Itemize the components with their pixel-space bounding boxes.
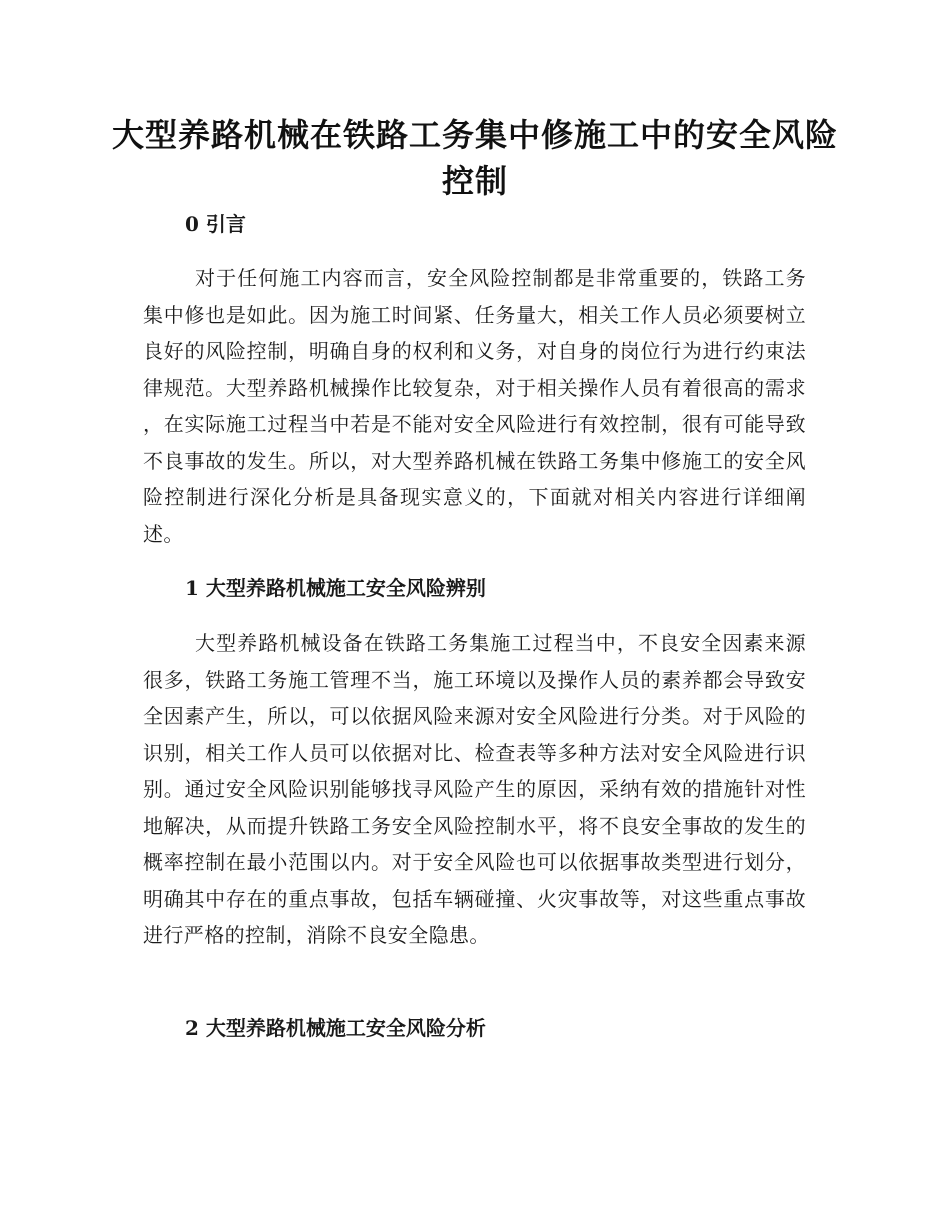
document-title: 大型养路机械在铁路工务集中修施工中的安全风险控制 [111,116,838,200]
section-heading-risk-identification: 1 大型养路机械施工安全风险辨别 [185,576,486,600]
section-heading-introduction: 0 引言 [185,212,246,236]
section-paragraph-risk-identification: 大型养路机械设备在铁路工务集施工过程当中，不良安全因素来源很多，铁路工务施工管理不当，施工环境以及操作人员的素养都会导致安全因素产生，所以，可以依据风险来源对安全风险进行分类。对于风险的识别，相关工作人员可以依据对比、检查表等多种方法对安全风险进行识别。通过安全风险识别能够找寻风险产生的原因，采纳有效的措施针对性地解决，从而提升铁路工务安全风险控制水平，将不良安全事故的发生的概率控制在最小范围以内。对于安全风险也可以依据事故类型进行划分，明确其中存在的重点事故，包括车辆碰撞、火灾事故等，对这些重点事故进行严格的控制，消除不良安全隐患。 [143,631,806,947]
section-heading-risk-analysis: 2 大型养路机械施工安全风险分析 [185,1016,486,1040]
section-paragraph-introduction: 对于任何施工内容而言，安全风险控制都是非常重要的，铁路工务集中修也是如此。因为施工时间紧、任务量大，相关工作人员必须要树立良好的风险控制，明确自身的权利和义务，对自身的岗位行为进行约束法律规范。大型养路机械操作比较复杂，对于相关操作人员有着很高的需求 ，在实际施工过程当中若是不能对安全风险进行有效控制，很有可能导致不良事故的发生。所以，对大型养路机械在铁路工务集中修施工的安全风险控制进行深化分析是具备现实意义的，下面就对相关内容进行详细阐述。 [143,266,806,546]
